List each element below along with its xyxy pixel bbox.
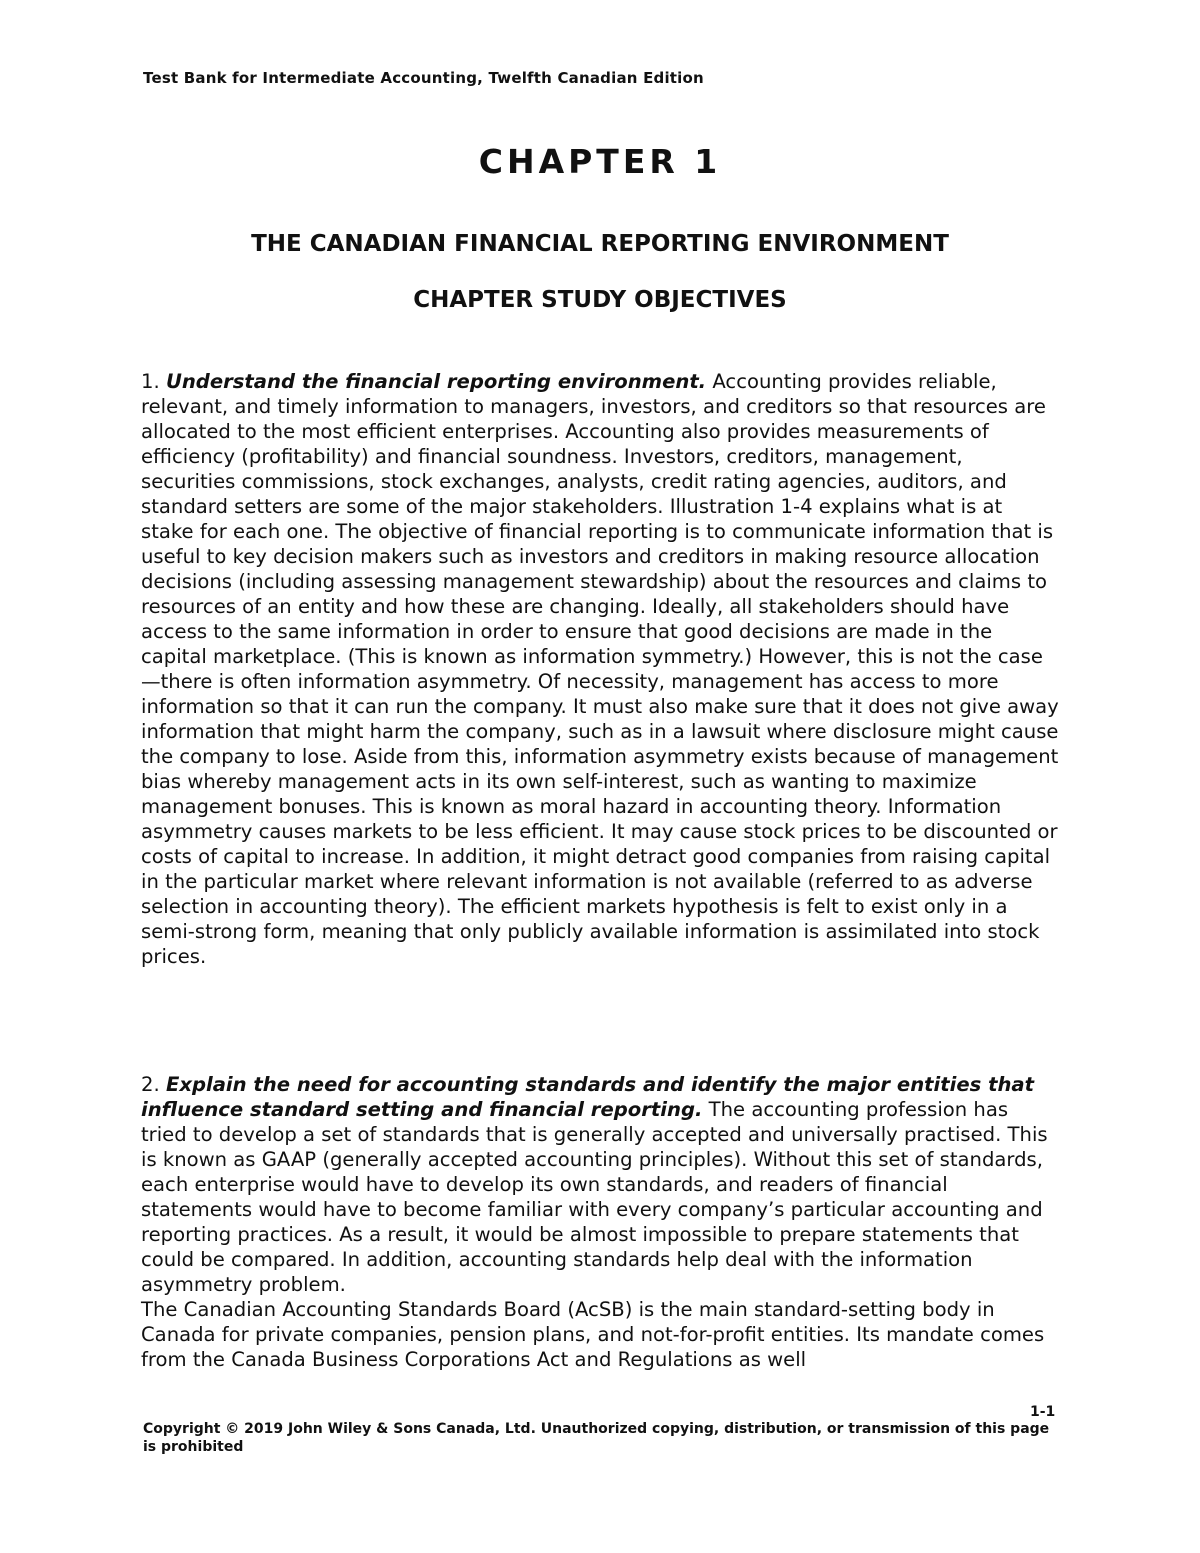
objective-paragraph (141, 1072, 1059, 1297)
objective-heading: Understand the financial reporting environment. (165, 370, 707, 393)
objective-paragraph (141, 369, 1059, 969)
study-objective-1 (141, 369, 1059, 969)
running-header: Test Bank for Intermediate Accounting, Twelfth Canadian Edition (143, 69, 704, 87)
objective-body-continued: The Canadian Accounting Standards Board (AcSB) is the main standard-setting body in Canada for private companies, pension plans, and not-for-profit entities. Its mandate comes from the Canada Business Corporations Act and Regulations as well (141, 1298, 1045, 1371)
page-number: 1-1 (1030, 1404, 1056, 1420)
objective-number: 1. (141, 370, 160, 393)
chapter-title: THE CANADIAN FINANCIAL REPORTING ENVIRONMENT (251, 231, 949, 257)
objective-body: Accounting provides reliable, relevant, and timely information to managers, investors, and creditors so that resources are allocated to the most efficient enterprises. Accounting also provides measurements of efficiency (profitability) and financial soundness. Investors, creditors, management, securities commissions, stock exchanges, analysts, credit rating agencies, auditors, and standard setters are some of the major stakeholders. Illustration 1-4 explains what is at stake for each one. The objective of financial reporting is to communicate information that is useful to key decision makers such as investors and creditors in making resource allocation decisions (including assessing management stewardship) about the resources and claims to resources of an entity and how these are changing. Ideally, all stakeholders should have access to the same information in order to ensure that good decisions are made in the capital marketplace. (This is known as information symmetry.) However, this is not the case—there is often information asymmetry. Of necessity, management has access to more information so that it can run the company. It must also make sure that it does not give away information that might harm the company, such as in a lawsuit where disclosure might cause the company to lose. Aside from this, information asymmetry exists because of management bias whereby management acts in its own self-interest, such as wanting to maximize management bonuses. This is known as moral hazard in accounting theory. Information asymmetry causes markets to be less efficient. It may cause stock prices to be discounted or costs of capital to increase. In addition, it might detract good companies from raising capital in the particular market where relevant information is not available (referred to as adverse selection in accounting theory). The efficient markets hypothesis is felt to exist only in a semi-strong form, meaning that only publicly available information is assimilated into stock prices. (141, 370, 1059, 968)
study-objective-2 (141, 1072, 1059, 1372)
objective-number: 2. (141, 1073, 160, 1096)
objective-heading: Explain the need for accounting standards and identify the major entities that influence standard setting and financial reporting. (141, 1073, 1034, 1121)
objective-body: The accounting profession has tried to develop a set of standards that is generally accepted and universally practised. This is known as GAAP (generally accepted accounting principles). Without this set of standards, each enterprise would have to develop its own standards, and readers of financial statements would have to become familiar with every company’s particular accounting and reporting practices. As a result, it would be almost impossible to prepare statements that could be compared. In addition, accounting standards help deal with the information asymmetry problem. (141, 1098, 1048, 1296)
section-heading: CHAPTER STUDY OBJECTIVES (413, 287, 787, 313)
copyright-notice: Copyright © 2019 John Wiley & Sons Canada, Ltd. Unauthorized copying, distribution, or transmission of this page is prohibited (143, 1421, 1050, 1455)
chapter-label: CHAPTER 1 (478, 142, 722, 181)
